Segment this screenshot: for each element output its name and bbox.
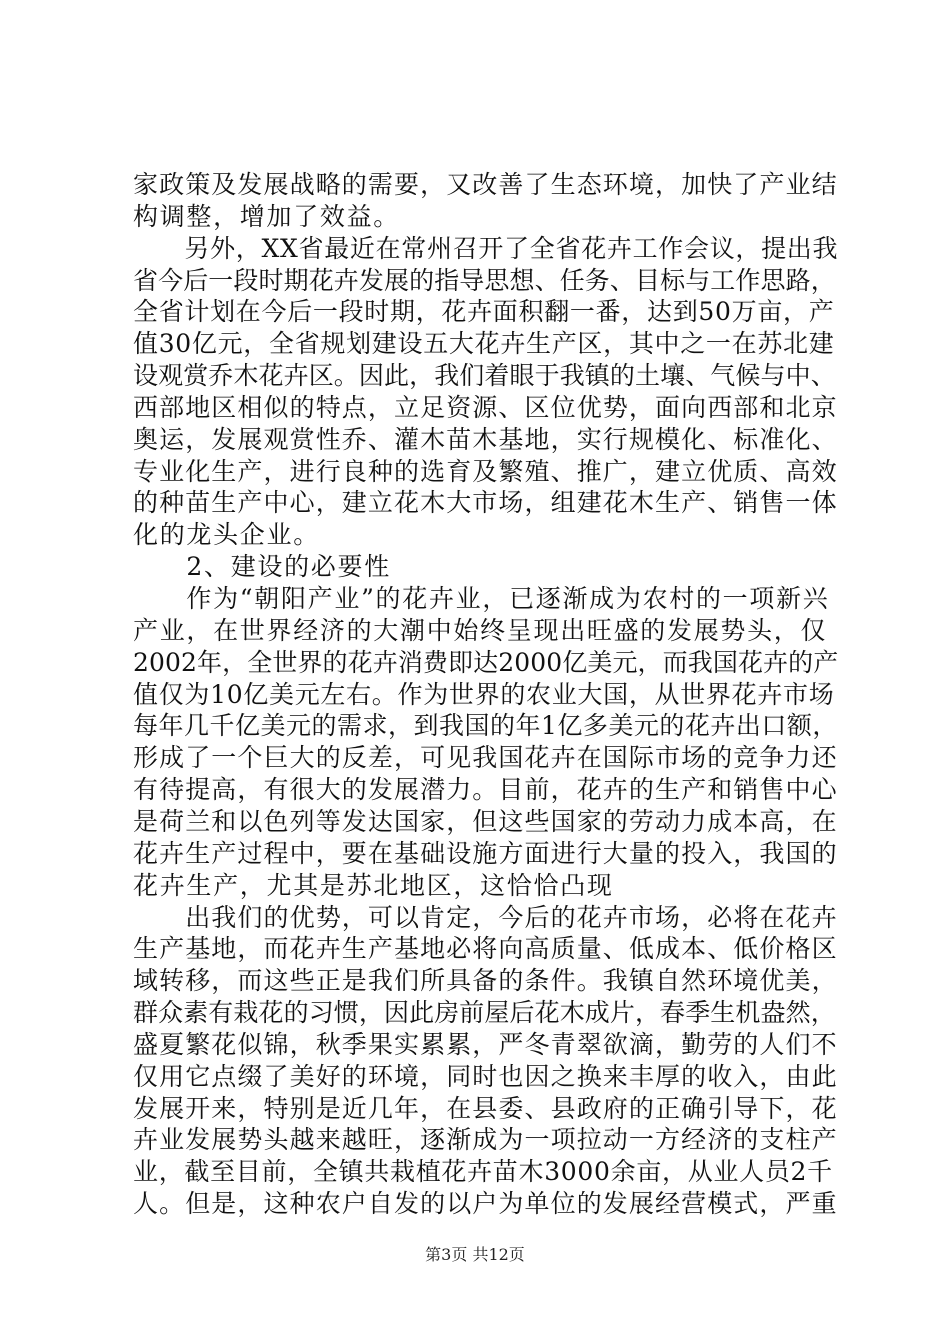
section-heading: 2、建设的必要性	[133, 552, 391, 581]
text-line: 仅用它点缀了美好的环境，同时也因之换来丰厚的收入，由此	[133, 1062, 838, 1091]
text-line: 业，截至目前，全镇共栽植花卉苗木3000余亩，从业人员2千	[133, 1157, 833, 1186]
text-line: 家政策及发展战略的需要，又改善了生态环境，加快了产业结	[133, 170, 838, 199]
text-line: 域转移，而这些正是我们所具备的条件。我镇自然环境优美，	[133, 966, 838, 995]
text-line: 奥运，发展观赏性乔、灌木苗木基地，实行规模化、标准化、	[133, 425, 838, 454]
text-line: 形成了一个巨大的反差，可见我国花卉在国际市场的竞争力还	[133, 743, 838, 772]
text-line: 出我们的优势，可以肯定，今后的花卉市场，必将在花卉	[133, 903, 838, 932]
text-line: 化的龙头企业。	[133, 520, 320, 549]
text-line: 花卉生产，尤其是苏北地区，这恰恰凸现	[133, 871, 614, 900]
text-line: 西部地区相似的特点，立足资源、区位优势，面向西部和北京	[133, 393, 838, 422]
text-line: 值仅为10亿美元左右。作为世界的农业大国，从世界花卉市场	[133, 680, 835, 709]
text-line: 省今后一段时期花卉发展的指导思想、任务、目标与工作思路，	[133, 266, 836, 295]
text-line: 设观赏乔木花卉区。因此，我们着眼于我镇的土壤、气候与中、	[133, 361, 836, 390]
text-line: 专业化生产，进行良种的选育及繁殖、推广，建立优质、高效	[133, 457, 838, 486]
text-line: 的种苗生产中心，建立花木大市场，组建花木生产、销售一体	[133, 488, 838, 517]
text-line: 另外，XX省最近在常州召开了全省花卉工作会议，提出我	[133, 234, 839, 263]
text-line: 2002年，全世界的花卉消费即达2000亿美元，而我国花卉的产	[133, 648, 839, 677]
text-line: 花卉生产过程中，要在基础设施方面进行大量的投入，我国的	[133, 839, 838, 868]
text-line: 构调整，增加了效益。	[133, 202, 401, 231]
text-line: 盛夏繁花似锦，秋季果实累累，严冬青翠欲滴，勤劳的人们不	[133, 1030, 838, 1059]
text-line: 是荷兰和以色列等发达国家，但这些国家的劳动力成本高，在	[133, 807, 838, 836]
text-line: 人。但是，这种农户自发的以户为单位的发展经营模式，严重	[133, 1189, 838, 1218]
text-line: 有待提高，有很大的发展潜力。目前，花卉的生产和销售中心	[133, 775, 838, 804]
text-line: 作为“朝阳产业”的花卉业，已逐渐成为农村的一项新兴	[133, 584, 830, 613]
page-number: 第3页 共12页	[425, 1245, 525, 1264]
text-line: 值30亿元，全省规划建设五大花卉生产区，其中之一在苏北建	[133, 329, 835, 358]
text-line: 产业，在世界经济的大潮中始终呈现出旺盛的发展势头，仅	[133, 616, 828, 645]
text-line: 发展开来，特别是近几年，在县委、县政府的正确引导下，花	[133, 1094, 838, 1123]
text-line: 每年几千亿美元的需求，到我国的年1亿多美元的花卉出口额，	[133, 711, 838, 740]
text-line: 卉业发展势头越来越旺，逐渐成为一项拉动一方经济的支柱产	[133, 1125, 838, 1154]
text-line: 生产基地，而花卉生产基地必将向高质量、低成本、低价格区	[133, 934, 838, 963]
text-line: 群众素有栽花的习惯，因此房前屋后花木成片，春季生机盎然，	[133, 998, 836, 1027]
text-line: 全省计划在今后一段时期，花卉面积翻一番，达到50万亩，产	[133, 297, 835, 326]
